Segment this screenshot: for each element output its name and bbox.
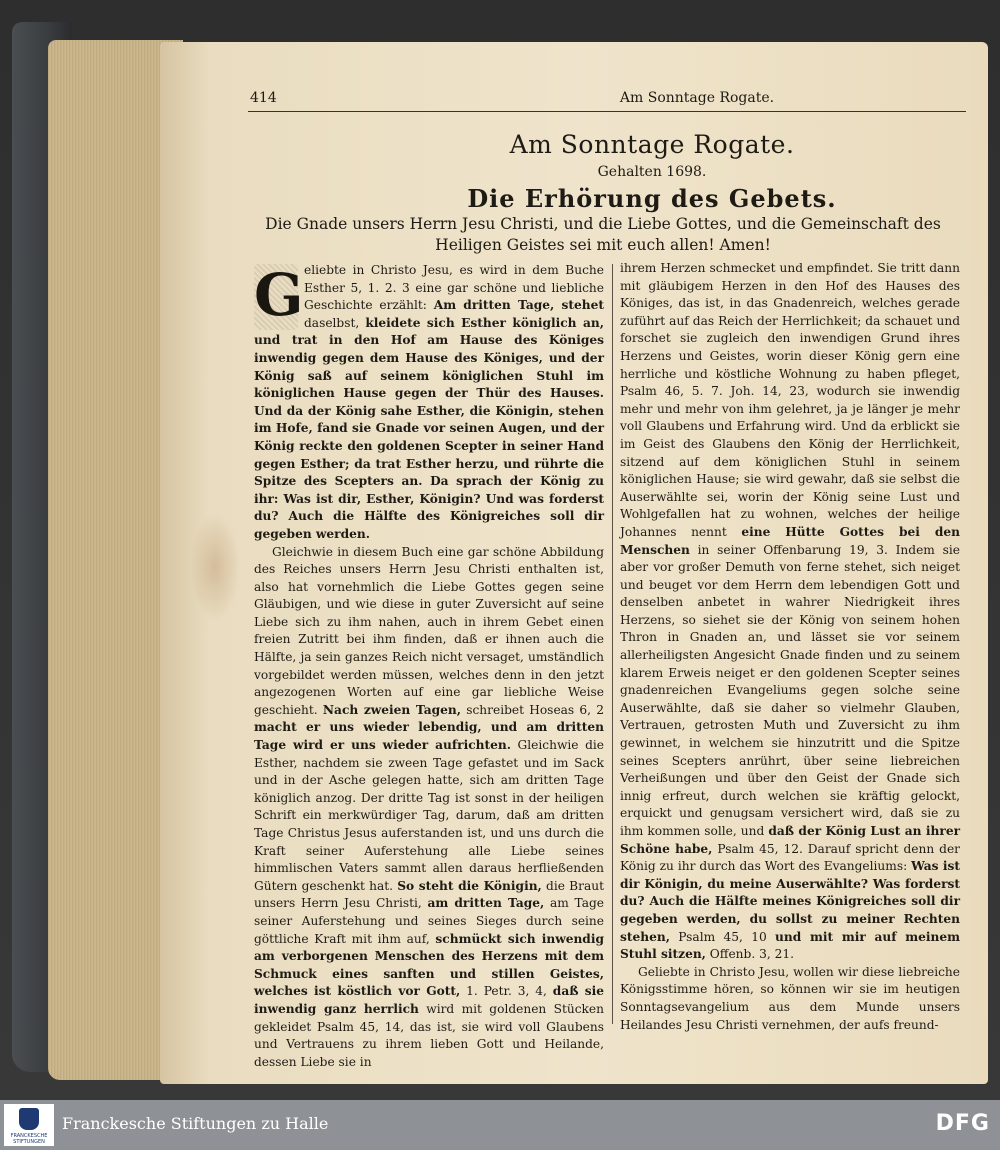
decorated-initial: G: [254, 261, 304, 329]
left-column: [254, 262, 604, 1071]
paper-stain: [190, 512, 240, 622]
running-head: [248, 86, 966, 112]
left-paragraph-2: Gleichwie in diesem Buch eine gar schöne Abbildung des Reiches unsers Herrn Jesu Christi enthalten ist, also hat vornehmlich die Liebe Gottes gegen seine Gläubigen, und wie diese in guter Zuversicht auf seine Liebe sich zu ihm nahen, auch in ihrem Gebet einen freien Zutritt bei ihm finden, daß er ihnen auch die Hälfte, ja sein ganzes Reich nicht versaget, umständlich vorgebildet werden müssen, welches denn in den jetzt angezogenen Worten auf eine gar liebliche Weise geschieht. Nach zweien Tagen, schreibet Hoseas 6, 2 macht er uns wieder lebendig, und am dritten Tage wird er uns wieder aufrichten. Gleichwie die Esther, nachdem sie zween Tage gefastet und im Sack und in der Asche gelegen hatte, sich am dritten Tage königlich anzog. Der dritte Tag ist sonst in der heiligen Schrift ein merkwürdiger Tag, darum, daß am dritten Tage Christus Jesus auferstanden ist, und uns durch die Kraft seiner Auferstehung alle Liebe seines himmlischen Vaters sammt allen daraus herfließenden Gütern geschenkt hat. So steht die Königin, die Braut unsers Herrn Jesu Christi, am dritten Tage, am Tage seiner Auferstehung und seines Sieges durch seine göttliche Kraft mit ihm auf, schmückt sich inwendig am verborgenen Menschen des Herzens mit dem Schmuck eines sanften und stillen Geistes, welches ist köstlich vor Gott, 1. Petr. 3, 4, daß sie inwendig ganz herrlich wird mit goldenen Stücken gekleidet Psalm 45, 14, das ist, sie wird voll Glaubens und Vertrauens zu ihrem lieben Gott und Heilande, dessen Liebe sie in: [254, 544, 604, 1069]
dfg-logo[interactable]: DFG: [935, 1111, 990, 1136]
running-title: Am Sonntage Rogate.: [619, 90, 775, 106]
greeting: Die Gnade unsers Herrn Jesu Christi, und die Liebe Gottes, und die Gemeinschaft des Heiligen Geistes sei mit euch allen! Amen!: [265, 215, 941, 254]
right-paragraph-1: ihrem Herzen schmecket und empfindet. Sie tritt dann mit gläubigem Herzen in den Hof des Hauses des Königes, das ist, in das Gnadenreich, welches gerade zuführt auf das Reich der Herrlichkeit; da schauet und forschet sie zugleich den inwendigen Grund ihres Herzens und Geistes, worin dieser König gern eine herrliche und köstliche Wohnung zu haben pfleget, Psalm 46, 5. 7. Joh. 14, 23, wodurch sie inwendig mehr und mehr von ihm gelehret, ja je länger je mehr voll Glaubens und Erfahrung wird. Und da erblickt sie im Geist des Glaubens den König der Herrlichkeit, sitzend auf dem königlichen Stuhl in seinem königlichen Hause; sie wird gewahr, daß sie selbst die Auserwählte sei, worin der König seine Lust und Wohlgefallen hat zu wohnen, welches der heilige Johannes nennt eine Hütte Gottes bei den Menschen in seiner Offenbarung 19, 3. Indem sie aber vor großer Demuth von ferne stehet, sich neiget und beuget vor dem Herrn dem lebendigen Gott und denselben anbetet in wahrer Niedrigkeit ihres Herzens, so siehet sie der König von seinem hohen Thron in Gnaden an, und lässet sie vor seinem allerheiligsten Angesicht Gnade finden und zu seinem klarem Erweis neiget er den goldenen Scepter seines gnadenreichen Evangeliums gegen solche seine Auserwählte, daß sie daher so vielmehr Glauben, Vertrauen, getrosten Muth und Zuversicht zu ihm gewinnet, in welchem sie hinzutritt und die Spitze seines Scepters anrührt, über seine liebreichen Verheißungen und über den Geist der Gnade sich innig erfreut, durch welchen sie kräftig gelockt, erquickt und genugsam versichert wird, daß sie zu ihm kommen solle, und daß der König Lust an ihrer Schöne habe, Psalm 45, 12. Darauf spricht denn der König zu ihr durch das Wort des Evangeliums: Was ist dir Königin, du meine Auserwählte? Was forderst du? Auch die Hälfte meines Königreiches soll dir gegeben werden, du sollst zu meiner Rechten stehen, Psalm 45, 10 und mit mir auf meinem Stuhl sitzen, Offenb. 3, 21.: [620, 261, 960, 962]
institution-logo[interactable]: [4, 1104, 54, 1146]
institution-name[interactable]: Franckesche Stiftungen zu Halle: [62, 1114, 329, 1133]
logo-text: FRANCKESCHE STIFTUNGEN: [10, 1133, 48, 1145]
page-number: 414: [250, 90, 277, 106]
footer-bar: [0, 1100, 1000, 1150]
right-paragraph-2: Geliebte in Christo Jesu, wollen wir diese liebreiche Königsstimme hören, so können wir sie im heutigen Sonntagsevangelium aus dem Munde unsers Heilandes Jesu Christi vernehmen, der aufs freund-: [620, 964, 960, 1032]
sermon-day-title: Am Sonntage Rogate.: [509, 130, 795, 159]
left-paragraph-1: G eliebte in Christo Jesu, es wird in dem Buche Esther 5, 1. 2. 3 eine gar schöne und liebliche Geschichte erzählt: Am dritten Tage, stehet daselbst, kleidete sich Esther königlich an, und trat in den Hof am Hause des Königes inwendig gegen dem Hause des Königes, und der König saß auf seinem königlichen Stuhl im königlichen Hause gegen der Thür des Hauses. Und da der König sahe Esther, die Königin, stehen im Hofe, fand sie Gnade vor seinen Augen, und der König reckte den goldenen Scepter in seiner Hand gegen Esther; da trat Esther herzu, und rührte die Spitze des Scepters an. Da sprach der König zu ihr: Was ist dir, Esther, Königin? Und was forderst du? Auch die Hälfte des Königreiches soll dir gegeben werden.: [254, 261, 604, 541]
column-divider: [612, 264, 613, 1024]
sermon-date: Gehalten 1698.: [597, 164, 707, 180]
sermon-title: Die Erhörung des Gebets.: [467, 184, 837, 213]
building-icon: [19, 1108, 39, 1130]
book-page: [160, 42, 988, 1084]
right-column: [620, 260, 960, 1034]
